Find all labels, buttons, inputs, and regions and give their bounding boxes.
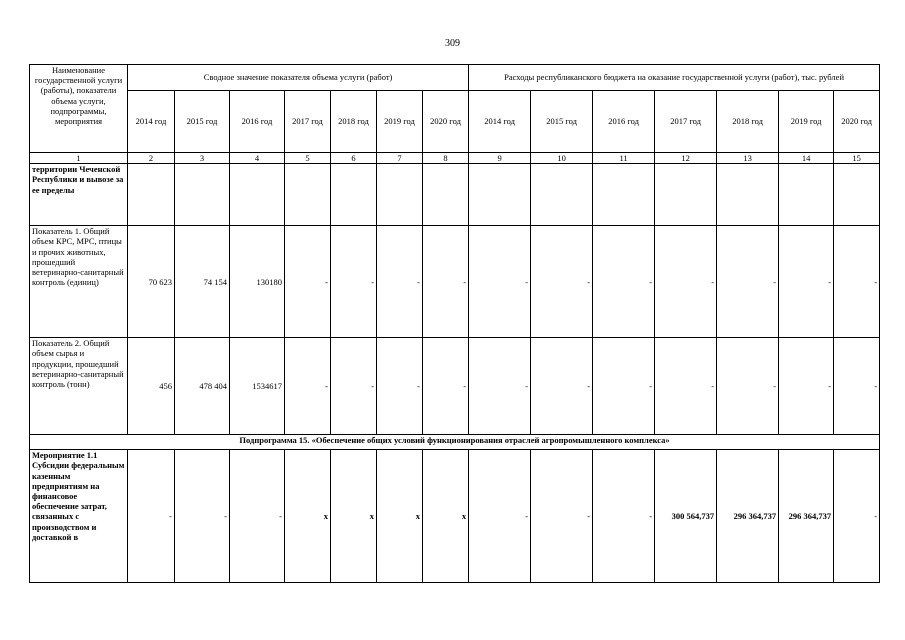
table-cell: - — [469, 226, 531, 338]
table-cell: - — [779, 226, 834, 338]
table-cell — [531, 164, 593, 226]
year-header: 2017 год — [655, 91, 717, 153]
measure-cell: x — [285, 450, 331, 583]
table-cell: 70 623 — [128, 226, 175, 338]
table-cell — [593, 164, 655, 226]
column-number: 13 — [717, 153, 779, 164]
column-number: 2 — [128, 153, 175, 164]
measure-cell: 296 364,737 — [717, 450, 779, 583]
measure-cell: - — [230, 450, 285, 583]
table-cell: - — [423, 226, 469, 338]
expense-group-header: Расходы республиканского бюджета на оказание государственной услуги (работ), тыс. рублей — [469, 65, 880, 91]
table-cell — [655, 164, 717, 226]
table-cell: 130180 — [230, 226, 285, 338]
column-number: 7 — [377, 153, 423, 164]
row-label: территории Чеченской Республики и вывозе за ее пределы — [30, 164, 128, 226]
column-number: 6 — [331, 153, 377, 164]
table-cell: 1534617 — [230, 338, 285, 435]
table-cell — [128, 164, 175, 226]
table-cell: - — [285, 226, 331, 338]
table-cell — [469, 164, 531, 226]
row-label: Показатель 1. Общий объем КРС, МРС, птицы и прочих животных, прошедший ветеринарно-санитарный контроль (единиц) — [30, 226, 128, 338]
table-cell: - — [331, 226, 377, 338]
year-header: 2020 год — [834, 91, 880, 153]
table-cell: - — [655, 226, 717, 338]
measure-label: Мероприятие 1.1 Субсидии федеральным казенным предприятиям на финансовое обеспечение затрат, связанных с производством и доставкой в — [30, 450, 128, 583]
table-cell — [230, 164, 285, 226]
table-cell: - — [717, 338, 779, 435]
measure-cell: 296 364,737 — [779, 450, 834, 583]
column-number: 10 — [531, 153, 593, 164]
table-cell: - — [377, 226, 423, 338]
table-cell: - — [593, 338, 655, 435]
column-number: 8 — [423, 153, 469, 164]
table-cell — [175, 164, 230, 226]
year-header: 2014 год — [469, 91, 531, 153]
row-label: Показатель 2. Общий объем сырья и продукции, прошедший ветеринарно-санитарный контроль (тонн) — [30, 338, 128, 435]
table-cell — [779, 164, 834, 226]
table-cell: - — [655, 338, 717, 435]
column-number: 14 — [779, 153, 834, 164]
column-number: 15 — [834, 153, 880, 164]
table-cell: 478 404 — [175, 338, 230, 435]
subprogram-heading: Подпрограмма 15. «Обеспечение общих условий функционирования отраслей агропромышленного комплекса» — [30, 435, 880, 450]
table-cell: - — [331, 338, 377, 435]
measure-cell: - — [834, 450, 880, 583]
page-number: 309 — [445, 38, 460, 49]
table-cell: - — [834, 226, 880, 338]
table-cell — [285, 164, 331, 226]
column-number: 12 — [655, 153, 717, 164]
volume-group-header: Сводное значение показателя объема услуги (работ) — [128, 65, 469, 91]
column-number: 5 — [285, 153, 331, 164]
year-header: 2016 год — [230, 91, 285, 153]
column-number: 11 — [593, 153, 655, 164]
year-header: 2019 год — [779, 91, 834, 153]
measure-cell: - — [531, 450, 593, 583]
year-header: 2015 год — [175, 91, 230, 153]
table-cell — [834, 164, 880, 226]
budget-table — [29, 64, 880, 583]
measure-cell: - — [593, 450, 655, 583]
measure-cell: x — [331, 450, 377, 583]
table-cell — [331, 164, 377, 226]
table-cell: - — [593, 226, 655, 338]
year-header: 2018 год — [331, 91, 377, 153]
measure-cell: - — [175, 450, 230, 583]
measure-cell: x — [377, 450, 423, 583]
measure-cell: 300 564,737 — [655, 450, 717, 583]
table-cell: - — [531, 338, 593, 435]
year-header: 2019 год — [377, 91, 423, 153]
table-cell: - — [469, 338, 531, 435]
year-header: 2017 год — [285, 91, 331, 153]
table-cell — [717, 164, 779, 226]
table-cell: 456 — [128, 338, 175, 435]
table-cell — [377, 164, 423, 226]
table-cell — [423, 164, 469, 226]
year-header: 2015 год — [531, 91, 593, 153]
measure-cell: - — [469, 450, 531, 583]
name-column-header: Наименование государственной услуги (работы), показатели объема услуги, подпрограммы, мероприятия — [30, 65, 128, 153]
measure-cell: - — [128, 450, 175, 583]
year-header: 2016 год — [593, 91, 655, 153]
year-header: 2014 год — [128, 91, 175, 153]
table-cell: - — [531, 226, 593, 338]
year-header: 2020 год — [423, 91, 469, 153]
measure-cell: x — [423, 450, 469, 583]
table-cell: - — [717, 226, 779, 338]
table-cell: - — [834, 338, 880, 435]
table-cell: - — [285, 338, 331, 435]
table-cell: - — [779, 338, 834, 435]
column-number: 9 — [469, 153, 531, 164]
year-header: 2018 год — [717, 91, 779, 153]
table-cell: - — [423, 338, 469, 435]
column-number: 1 — [30, 153, 128, 164]
table-cell: 74 154 — [175, 226, 230, 338]
column-number: 3 — [175, 153, 230, 164]
column-number: 4 — [230, 153, 285, 164]
table-cell: - — [377, 338, 423, 435]
